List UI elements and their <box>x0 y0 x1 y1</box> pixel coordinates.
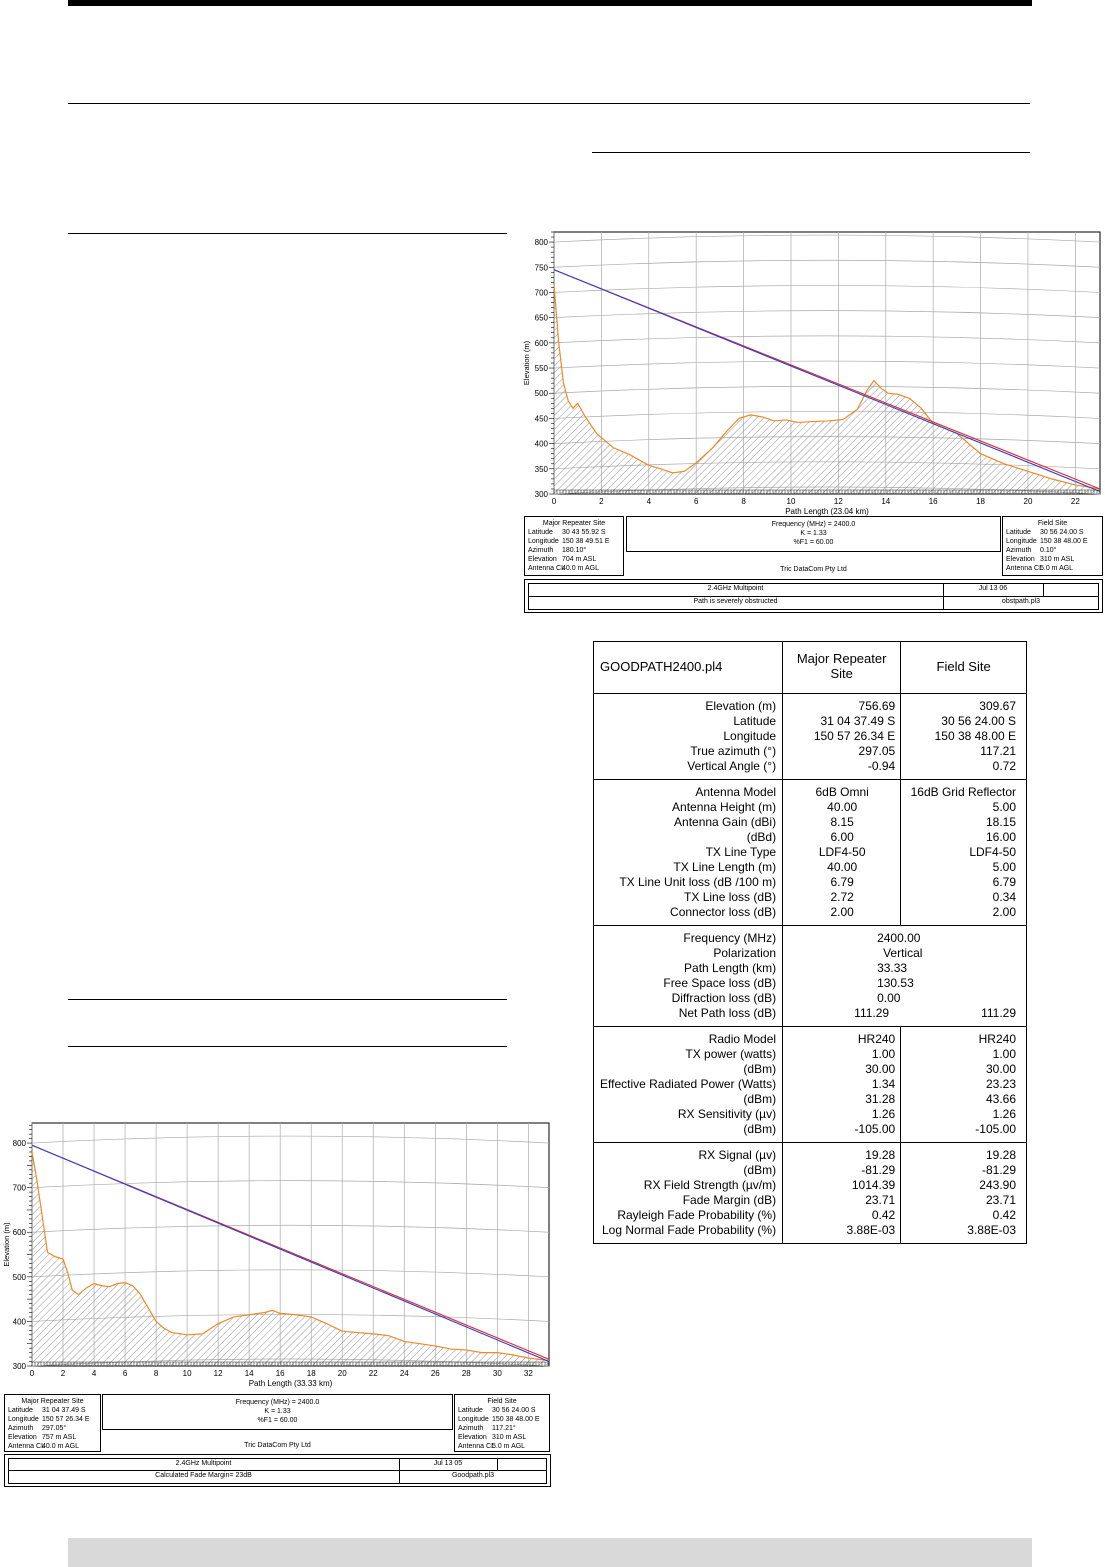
profile-chart <box>1 1118 552 1393</box>
row-label: True azimuth (°) <box>690 744 777 758</box>
site-info-key: Elevation <box>1006 556 1035 563</box>
site-info-key: Antenna CL <box>458 1443 495 1450</box>
path-note: Path is severely obstructed <box>693 598 778 605</box>
site-info-row <box>458 1433 546 1442</box>
site-info-key: Elevation <box>528 556 557 563</box>
x-tick-label: 22 <box>1070 497 1080 506</box>
row-value: 0.34 <box>992 890 1016 904</box>
site-info-row <box>458 1442 546 1451</box>
right-site-box <box>1002 516 1103 576</box>
row-label: (dBm) <box>743 1062 777 1076</box>
site-info-value: 0.10° <box>1040 547 1057 554</box>
row-value: -81.29 <box>861 1163 896 1177</box>
rule-2 <box>592 152 1030 153</box>
site-a-header: Major Repeater Site <box>783 642 901 694</box>
row-value: 1.34 <box>871 1077 896 1091</box>
header-bar <box>68 0 1032 6</box>
site-info-key: Longitude <box>1006 538 1037 545</box>
row-value: LDF4-50 <box>818 845 866 859</box>
company-text: Tric DataCom Pty Ltd <box>244 1442 311 1449</box>
x-tick-label: 8 <box>153 1369 159 1378</box>
site-info-key: Azimuth <box>1006 547 1032 554</box>
row-value: 6.79 <box>830 875 854 889</box>
site-info-key: Elevation <box>458 1434 487 1441</box>
row-label: TX Line Length (m) <box>673 860 777 874</box>
row-value: 18.15 <box>985 815 1016 829</box>
site-info-key: Latitude <box>8 1407 33 1414</box>
site-info-value: 30 56 24.00 S <box>1040 529 1084 536</box>
site-info-key: Elevation <box>8 1434 37 1441</box>
row-value: 33.33 <box>877 961 908 975</box>
row-value: 31 04 37.49 S <box>820 714 896 728</box>
site-info-value: 30 43 55.92 S <box>562 529 606 536</box>
x-tick-label: 30 <box>492 1369 502 1378</box>
site-info-row <box>458 1415 546 1424</box>
company-text: Tric DataCom Pty Ltd <box>780 566 847 573</box>
frequency-text: Frequency (MHz) = 2400.0 <box>771 521 856 528</box>
y-tick-label: 300 <box>534 490 548 499</box>
site-info-value: 40.0 m AGL <box>42 1443 79 1450</box>
row-value: 309.67 <box>979 699 1016 713</box>
row-value: 3.88E-03 <box>846 1223 896 1237</box>
y-axis-label: Elevation (m) <box>522 340 531 386</box>
x-tick-label: 24 <box>399 1369 409 1378</box>
site-info-key: Longitude <box>458 1416 489 1423</box>
fresnel-text: %F1 = 60.00 <box>793 539 834 546</box>
row-label: Frequency (MHz) <box>683 931 777 945</box>
project-name: 2.4GHz Multipoint <box>707 585 764 592</box>
frequency-box <box>626 516 1001 552</box>
path-profile-obstructed <box>521 222 1103 614</box>
site-info-value: 5.0 m AGL <box>492 1443 526 1450</box>
row-value: 0.42 <box>992 1208 1016 1222</box>
left-site-box <box>4 1394 101 1452</box>
row-value: 3.88E-03 <box>967 1223 1016 1237</box>
frequency-box <box>102 1394 453 1430</box>
row-label: RX Sensitivity (µv) <box>677 1107 777 1121</box>
site-info-key: Longitude <box>528 538 559 545</box>
y-tick-label: 600 <box>534 338 548 348</box>
row-value: 5.00 <box>992 860 1016 874</box>
site-info-row <box>528 537 620 546</box>
x-tick-label: 6 <box>693 497 699 506</box>
x-tick-label: 32 <box>523 1369 533 1378</box>
y-tick-label: 650 <box>534 313 548 323</box>
row-value: 1.26 <box>992 1107 1016 1121</box>
y-tick-label: 750 <box>534 263 548 273</box>
x-tick-label: 8 <box>741 497 746 506</box>
site-info-value: 5.0 m AGL <box>1040 565 1074 572</box>
date: Jul 13 06 <box>978 585 1008 592</box>
date: Jul 13 05 <box>433 1460 463 1467</box>
site-info-row <box>528 528 620 537</box>
y-tick-label: 300 <box>12 1362 26 1371</box>
profile-chart <box>521 222 1103 522</box>
row-value: 1.00 <box>992 1047 1016 1061</box>
x-tick-label: 12 <box>213 1369 223 1378</box>
row-value: 297.05 <box>858 744 896 758</box>
site-info-row <box>528 546 620 555</box>
row-value: HR240 <box>978 1032 1016 1046</box>
title-block <box>524 579 1103 613</box>
row-value: LDF4-50 <box>969 845 1016 859</box>
site-info-row <box>1006 564 1099 573</box>
row-value: 30 56 24.00 S <box>941 714 1016 728</box>
row-value: 40.00 <box>827 860 858 874</box>
row-value: 756.69 <box>858 699 896 713</box>
row-value: 130.53 <box>877 976 914 990</box>
site-info-key: Antenna CL <box>528 565 565 572</box>
x-tick-label: 18 <box>976 497 986 506</box>
k-factor-text: K = 1.33 <box>264 1408 291 1415</box>
site-info-value: 150 38 49.51 E <box>562 538 610 545</box>
net-path-loss-b: 111.29 <box>981 1006 1016 1020</box>
project-name: 2.4GHz Multipoint <box>175 1460 232 1467</box>
row-value: 2.72 <box>830 890 854 904</box>
row-label: RX Signal (µv) <box>698 1148 777 1162</box>
row-label: Polarization <box>713 946 777 960</box>
row-label: (dBm) <box>743 1092 777 1106</box>
rule-1 <box>68 103 1030 104</box>
site-info-row <box>1006 528 1099 537</box>
file-name: obstpath.pl3 <box>1001 598 1041 605</box>
row-value: 6.79 <box>992 875 1016 889</box>
row-label: (dBm) <box>743 1163 777 1177</box>
x-tick-label: 22 <box>368 1369 378 1378</box>
row-label: TX power (watts) <box>685 1047 777 1061</box>
net-path-loss-a: 111.29 <box>854 1006 890 1020</box>
x-tick-label: 0 <box>29 1369 35 1378</box>
rule-5 <box>68 1046 507 1047</box>
y-tick-label: 800 <box>12 1139 26 1149</box>
row-label: Latitude <box>733 714 777 728</box>
row-label: Antenna Height (m) <box>672 800 777 814</box>
y-tick-label: 550 <box>534 364 548 374</box>
site-info-value: 150 57 26.34 E <box>42 1416 90 1423</box>
x-tick-label: 10 <box>786 497 796 506</box>
path-note: Calculated Fade Margin= 23dB <box>155 1472 252 1479</box>
row-value: 0.72 <box>992 759 1016 773</box>
x-tick-label: 16 <box>275 1369 285 1378</box>
row-value: 0.00 <box>877 991 901 1005</box>
y-tick-label: 700 <box>12 1183 26 1193</box>
y-tick-label: 350 <box>534 464 548 474</box>
rule-3 <box>68 233 507 234</box>
x-tick-label: 20 <box>337 1369 347 1378</box>
row-label: Connector loss (dB) <box>670 905 777 919</box>
x-axis-label: Path Length (23.04 km) <box>785 507 869 516</box>
row-value: 2.00 <box>830 905 854 919</box>
row-value: 43.66 <box>985 1092 1016 1106</box>
site-title: Major Repeater Site <box>542 520 606 527</box>
x-tick-label: 6 <box>122 1369 128 1378</box>
x-tick-label: 10 <box>182 1369 192 1378</box>
site-info-value: 180.10° <box>562 547 587 554</box>
y-tick-label: 400 <box>12 1317 26 1327</box>
row-value: 31.28 <box>865 1092 896 1106</box>
file-name-cell: GOODPATH2400.pl4 <box>594 642 783 694</box>
site-info-key: Latitude <box>1006 529 1031 536</box>
row-value: 23.71 <box>985 1193 1016 1207</box>
x-tick-label: 26 <box>430 1369 440 1378</box>
row-value: HR240 <box>857 1032 896 1046</box>
site-info-row <box>8 1406 97 1415</box>
row-label: Elevation (m) <box>705 699 777 713</box>
row-value: 2400.00 <box>877 931 921 945</box>
y-tick-label: 450 <box>534 414 548 424</box>
x-tick-label: 4 <box>646 497 652 506</box>
rule-4 <box>68 999 507 1000</box>
site-info-row <box>528 564 620 573</box>
row-value: 1014.39 <box>851 1178 896 1192</box>
row-label: Rayleigh Fade Probability (%) <box>617 1208 777 1222</box>
row-value: 23.23 <box>985 1077 1016 1091</box>
file-name: Goodpath.pl3 <box>451 1472 495 1479</box>
x-tick-label: 28 <box>461 1369 471 1378</box>
row-value: -81.29 <box>981 1163 1016 1177</box>
site-info-value: 150 38 48.00 E <box>492 1416 540 1423</box>
left-site-box <box>524 516 624 576</box>
table-section-radio <box>594 1027 1027 1143</box>
y-tick-label: 700 <box>534 288 548 298</box>
site-info-key: Latitude <box>528 529 553 536</box>
row-label: Path Length (km) <box>684 961 777 975</box>
k-factor-text: K = 1.33 <box>800 530 827 537</box>
row-value: 8.15 <box>830 815 854 829</box>
row-value: 30.00 <box>865 1062 896 1076</box>
site-info-value: 40.0 m AGL <box>562 565 599 572</box>
site-info-value: 297.05° <box>42 1425 67 1432</box>
y-tick-label: 800 <box>534 238 548 248</box>
row-label: Antenna Gain (dBi) <box>674 815 777 829</box>
site-info-row <box>528 555 620 564</box>
site-info-key: Antenna CL <box>8 1443 45 1450</box>
table-header-row <box>594 642 1027 694</box>
site-info-value: 30 56 24.00 S <box>492 1407 536 1414</box>
site-info-key: Azimuth <box>458 1425 484 1432</box>
site-info-row <box>8 1433 97 1442</box>
row-value: 30.00 <box>985 1062 1016 1076</box>
row-label: Free Space loss (dB) <box>663 976 777 990</box>
site-info-row <box>1006 555 1099 564</box>
site-info-key: Longitude <box>8 1416 39 1423</box>
row-label: Log Normal Fade Probability (%) <box>602 1223 777 1237</box>
row-label: Fade Margin (dB) <box>682 1193 777 1207</box>
row-value: -0.94 <box>867 759 896 773</box>
x-tick-label: 0 <box>551 497 557 506</box>
site-info-key: Azimuth <box>528 547 554 554</box>
x-tick-label: 16 <box>928 497 938 506</box>
row-value: 150 57 26.34 E <box>813 729 896 743</box>
site-info-value: 757 m ASL <box>42 1434 77 1441</box>
row-label: TX Line Type <box>705 845 777 859</box>
site-b-header: Field Site <box>901 642 1027 694</box>
table-section-path <box>594 926 1027 1027</box>
site-info-key: Azimuth <box>8 1425 34 1432</box>
row-value: Vertical <box>883 946 923 960</box>
y-tick-label: 500 <box>534 389 548 399</box>
row-value: 19.28 <box>985 1148 1016 1162</box>
row-label: Longitude <box>723 729 777 743</box>
site-info-row <box>1006 537 1099 546</box>
frequency-text: Frequency (MHz) = 2400.0 <box>235 1399 320 1406</box>
right-site-box <box>454 1394 550 1452</box>
site-info-row <box>8 1442 97 1451</box>
row-label: TX Line loss (dB) <box>684 890 777 904</box>
row-value: 0.42 <box>871 1208 896 1222</box>
row-label: (dBm) <box>743 1122 777 1136</box>
row-value: 243.90 <box>979 1178 1016 1192</box>
row-value: 117.21 <box>980 744 1016 758</box>
site-title: Field Site <box>1037 520 1068 527</box>
path-profile-good <box>1 1118 552 1488</box>
site-info-key: Antenna CL <box>1006 565 1043 572</box>
table-section-signal <box>594 1143 1027 1244</box>
row-value: 19.28 <box>865 1148 896 1162</box>
site-info-value: 117.21° <box>492 1425 516 1432</box>
row-label: Diffraction loss (dB) <box>671 991 777 1005</box>
row-value: 23.71 <box>865 1193 896 1207</box>
x-tick-label: 12 <box>833 497 843 506</box>
x-tick-label: 2 <box>60 1369 66 1378</box>
row-label: Effective Radiated Power (Watts) <box>600 1077 777 1091</box>
site-info-row <box>458 1406 546 1415</box>
x-tick-label: 14 <box>244 1369 254 1378</box>
link-budget-table <box>593 641 1027 1244</box>
row-value: 6.00 <box>830 830 854 844</box>
fresnel-text: %F1 = 60.00 <box>257 1417 298 1424</box>
site-title: Major Repeater Site <box>21 1398 84 1405</box>
title-block <box>4 1454 551 1487</box>
x-tick-label: 20 <box>1023 497 1033 506</box>
row-value: 1.00 <box>871 1047 896 1061</box>
row-value: 1.26 <box>871 1107 896 1121</box>
row-label: Net Path loss (dB) <box>678 1006 777 1020</box>
row-value: -105.00 <box>975 1122 1016 1136</box>
row-value: 16.00 <box>985 830 1016 844</box>
row-label: TX Line Unit loss (dB /100 m) <box>619 875 777 889</box>
row-value: 40.00 <box>827 800 858 814</box>
site-info-value: 704 m ASL <box>562 556 597 563</box>
site-info-value: 310 m ASL <box>1040 556 1075 563</box>
x-tick-label: 14 <box>881 497 891 506</box>
site-info-value: 310 m ASL <box>492 1434 527 1441</box>
row-value: 2.00 <box>992 905 1016 919</box>
x-axis-label: Path Length (33.33 km) <box>248 1379 333 1388</box>
site-info-row <box>8 1424 97 1433</box>
row-value: 16dB Grid Reflector <box>910 785 1016 799</box>
y-tick-label: 600 <box>12 1228 26 1238</box>
row-value: 5.00 <box>992 800 1016 814</box>
row-label: (dBd) <box>746 830 777 844</box>
row-label: Radio Model <box>708 1032 777 1046</box>
row-value: 6dB Omni <box>815 785 869 799</box>
site-info-value: 31 04 37.49 S <box>42 1407 86 1414</box>
table-section-antenna <box>594 780 1027 926</box>
x-tick-label: 4 <box>91 1369 97 1378</box>
footer-band <box>68 1538 1032 1567</box>
row-value: 150 38 48.00 E <box>934 729 1016 743</box>
y-axis-label: Elevation (m) <box>2 1222 11 1267</box>
site-title: Field Site <box>487 1398 517 1405</box>
row-label: Vertical Angle (°) <box>687 759 777 773</box>
site-info-row <box>8 1415 97 1424</box>
y-tick-label: 500 <box>12 1272 26 1282</box>
site-info-value: 150 38 48.00 E <box>1040 538 1088 545</box>
site-info-key: Latitude <box>458 1407 483 1414</box>
x-tick-label: 18 <box>306 1369 316 1378</box>
y-tick-label: 400 <box>534 439 548 449</box>
site-info-row <box>1006 546 1099 555</box>
row-label: RX Field Strength (µv/m) <box>643 1178 777 1192</box>
table-section-location <box>594 694 1027 780</box>
row-label: Antenna Model <box>695 785 777 799</box>
site-info-row <box>458 1424 546 1433</box>
x-tick-label: 2 <box>599 497 604 506</box>
row-value: -105.00 <box>854 1122 896 1136</box>
